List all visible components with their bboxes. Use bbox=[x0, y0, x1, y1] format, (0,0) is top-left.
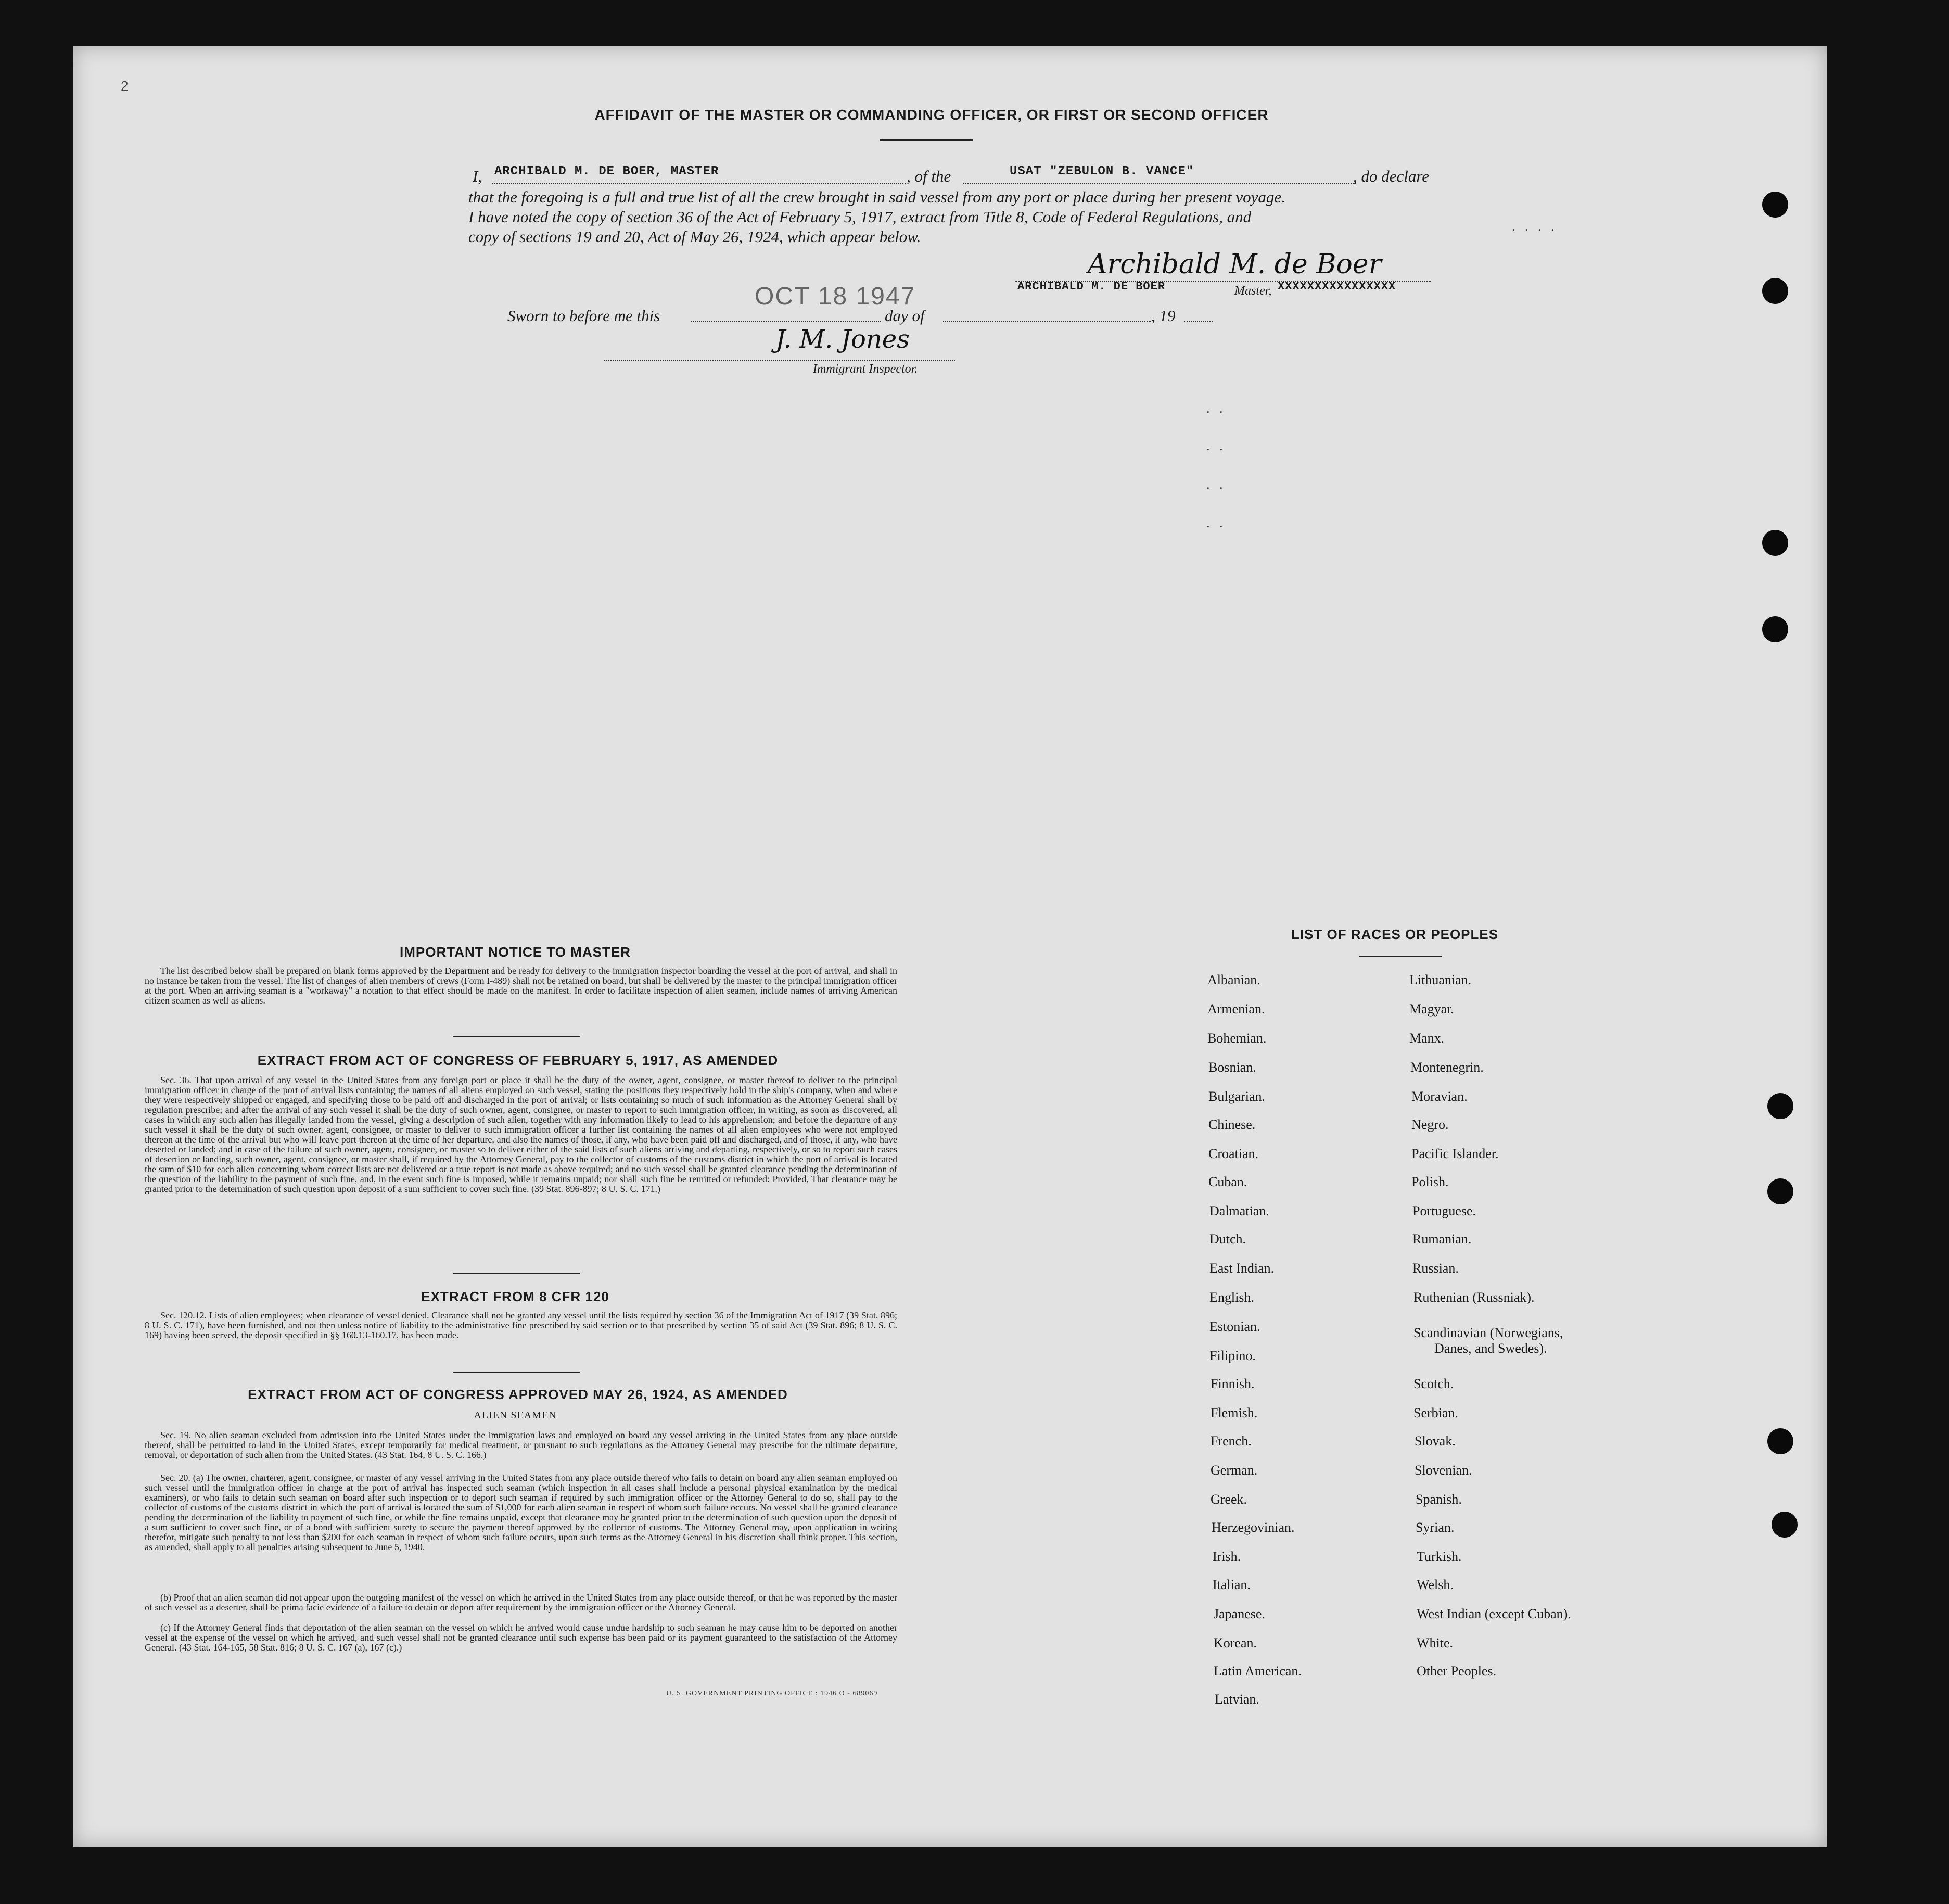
affidavit-title: AFFIDAVIT OF THE MASTER OR COMMANDING OFFICER, OR FIRST OR SECOND OFFICER bbox=[594, 107, 1269, 123]
race-item: Japanese. bbox=[1214, 1606, 1265, 1621]
race-item: Irish. bbox=[1213, 1549, 1241, 1564]
faint-dots: . . bbox=[1206, 515, 1226, 530]
race-item: Bohemian. bbox=[1207, 1031, 1267, 1046]
race-item: Montenegrin. bbox=[1410, 1060, 1484, 1075]
race-item: Estonian. bbox=[1209, 1319, 1260, 1334]
race-item: Cuban. bbox=[1208, 1174, 1247, 1189]
race-item: Chinese. bbox=[1208, 1117, 1256, 1132]
extract-1924-title: EXTRACT FROM ACT OF CONGRESS APPROVED MAY 26, 1924, AS AMENDED bbox=[248, 1387, 788, 1402]
binder-hole bbox=[1762, 278, 1788, 304]
day-of-label: day of bbox=[885, 307, 925, 325]
race-item: Ruthenian (Russniak). bbox=[1413, 1290, 1535, 1305]
race-item: West Indian (except Cuban). bbox=[1417, 1606, 1571, 1621]
declaration-line-2: I have noted the copy of section 36 of the Act of February 5, 1917, extract from Title 8, Code of Federal Regulations, and bbox=[468, 208, 1252, 226]
month-line bbox=[943, 302, 1151, 322]
inspector-line bbox=[604, 350, 955, 361]
race-item: Albanian. bbox=[1207, 972, 1260, 987]
races-title: LIST OF RACES OR PEOPLES bbox=[1291, 926, 1499, 942]
extract-1924-sec20a: Sec. 20. (a) The owner, charterer, agent, consignee, or master of any vessel arriving in the United States from any place outside thereof who fails to detain on board any alien seaman employed on such vessel until the immigration officer in charge at the port of arrival has inspected such seaman (which inspection in all cases shall include a personal physical examination by the medical examiners), or who fails to detain such seaman on board after such inspection or to deport such seaman if required by such immigration officer or the Attorney General to do so, shall pay to the collector of customs of the customs district in which the port of arrival is located the sum of $1,000 for each alien seaman in respect of whom such failure occurs. No vessel shall be granted clearance pending the determination of the liability to payment of such fine, or while the fine remains unpaid, except that clearance may be granted prior to the determination of such question upon the deposit of a sum sufficient to cover such fine, or of a bond with sufficient surety to secure the payment thereof approved by the collector of customs. The Attorney General may, upon application in writing therefor, mitigate such penalty to not less than $200 for each seaman in respect of whom such failure occurs, upon such terms as the Attorney General in his discretion shall think proper. This section, as amended, shall apply to all penalties arising subsequent to June 5, 1940. bbox=[145, 1473, 897, 1552]
race-item: Slovenian. bbox=[1415, 1463, 1472, 1478]
race-item: Russian. bbox=[1412, 1261, 1459, 1276]
extract-1924-sec20b: (b) Proof that an alien seaman did not appear upon the outgoing manifest of the vessel on which he arrived in the United States from any place outside thereof, or that he was reported by the master of such vessel as a deserter, shall be prima facie evidence of a failure to detain or deport after requirement by the immigration officer or the Attorney General. bbox=[145, 1592, 897, 1613]
vessel-name-typed: USAT "ZEBULON B. VANCE" bbox=[1010, 164, 1194, 179]
race-item: Latvian. bbox=[1215, 1692, 1259, 1707]
race-item: Dutch. bbox=[1209, 1232, 1246, 1247]
notice-title: IMPORTANT NOTICE TO MASTER bbox=[400, 944, 631, 960]
race-item: Lithuanian. bbox=[1409, 972, 1472, 987]
race-item: Serbian. bbox=[1413, 1405, 1458, 1420]
race-item: Bosnian. bbox=[1208, 1060, 1256, 1075]
signer-title-struck: XXXXXXXXXXXXXXXX bbox=[1278, 280, 1396, 293]
binder-hole bbox=[1762, 192, 1788, 218]
extract-1924-sec20c: (c) If the Attorney General finds that deportation of the alien seaman on the vessel on which he arrived would cause undue hardship to such seaman he may cause him to be deported on another vessel at the expense of the vessel on which he arrived, and such vessel shall not be granted clearance until such expense has been paid or its payment guaranteed to the satisfaction of the Attorney General. (43 Stat. 164-165, 58 Stat. 816; 8 U. S. C. 167 (a), 167 (c).) bbox=[145, 1622, 897, 1653]
binder-hole bbox=[1767, 1093, 1793, 1119]
race-item: Turkish. bbox=[1417, 1549, 1462, 1564]
extract-cfr-text: Sec. 120.12. Lists of alien employees; when clearance of vessel denied. Clearance shall not be granted any vessel until the lists required by section 36 of the Immigration Act of 1917 (39 Stat. 896; 8 U. S. C. 171), have been furnished, and not then unless notice of liability to the administrative fine prescribed by said section or to that prescribed by section 35 of said Act (39 Stat. 896; 8 U. S. C. 169) having been served, the deposit specified in §§ 160.13-160.17, has been made. bbox=[145, 1310, 897, 1340]
race-item: Dalmatian. bbox=[1209, 1203, 1269, 1218]
race-item: Italian. bbox=[1213, 1577, 1251, 1592]
race-item: Other Peoples. bbox=[1417, 1664, 1497, 1679]
extract-1917-title: EXTRACT FROM ACT OF CONGRESS OF FEBRUARY 5, 1917, AS AMENDED bbox=[257, 1052, 779, 1068]
race-item: Negro. bbox=[1411, 1117, 1449, 1132]
divider bbox=[453, 1372, 580, 1373]
title-rule bbox=[880, 139, 973, 141]
race-item: Manx. bbox=[1409, 1031, 1445, 1046]
i-label: I, bbox=[473, 167, 482, 185]
race-item: Flemish. bbox=[1211, 1405, 1258, 1420]
inspector-signature: J. M. Jones bbox=[775, 325, 910, 354]
race-item: White. bbox=[1417, 1635, 1454, 1651]
race-item: Latin American. bbox=[1214, 1664, 1302, 1679]
declaration-line-3: copy of sections 19 and 20, Act of May 26, 1924, which appear below. bbox=[468, 227, 921, 246]
binder-hole bbox=[1762, 530, 1788, 556]
race-item: French. bbox=[1211, 1433, 1252, 1449]
signer-name-typed: ARCHIBALD M. DE BOER bbox=[1017, 280, 1166, 293]
gpo-imprint: U. S. GOVERNMENT PRINTING OFFICE : 1946 O - 689069 bbox=[666, 1690, 878, 1697]
race-item: Filipino. bbox=[1209, 1348, 1256, 1363]
race-item: Herzegovinian. bbox=[1212, 1520, 1295, 1535]
of-the-label: , of the bbox=[907, 167, 951, 185]
races-rule bbox=[1359, 956, 1442, 957]
race-item: German. bbox=[1211, 1463, 1258, 1478]
extract-cfr-title: EXTRACT FROM 8 CFR 120 bbox=[421, 1289, 609, 1304]
faint-dots: . . bbox=[1206, 401, 1226, 416]
race-item: Syrian. bbox=[1416, 1520, 1455, 1535]
race-item: East Indian. bbox=[1209, 1261, 1275, 1276]
race-item: Greek. bbox=[1211, 1492, 1247, 1507]
sworn-label: Sworn to before me this bbox=[507, 307, 660, 325]
margin-dots: . . . . bbox=[1512, 219, 1558, 234]
binder-hole bbox=[1772, 1512, 1798, 1538]
extract-1924-subtitle: ALIEN SEAMEN bbox=[474, 1410, 557, 1421]
do-declare-label: , do declare bbox=[1353, 167, 1430, 185]
year-line bbox=[1184, 302, 1213, 322]
declaration-line-1: that the foregoing is a full and true list of all the crew brought in said vessel from any port or place during her present voyage. bbox=[468, 188, 1285, 206]
race-item: Magyar. bbox=[1409, 1001, 1454, 1017]
race-item: Moravian. bbox=[1411, 1089, 1468, 1104]
master-signature: Archibald M. de Boer bbox=[1088, 249, 1382, 280]
race-item: Danes, and Swedes). bbox=[1434, 1341, 1547, 1356]
inspector-label: Immigrant Inspector. bbox=[813, 362, 918, 376]
race-item: Korean. bbox=[1214, 1635, 1257, 1651]
race-item: Finnish. bbox=[1211, 1376, 1255, 1391]
divider bbox=[453, 1036, 580, 1037]
extract-1917-text: Sec. 36. That upon arrival of any vessel in the United States from any foreign port or place it shall be the duty of the owner, agent, consignee, or master thereof to deliver to the principal immigration officer in charge of the port of arrival lists containing the names of all aliens employed on such vessel, stating the positions they respectively hold in the ship's company, when and where they were respectively shipped or engaged, and specifying those to be paid off and discharged in the port of arrival; or lists containing so much of such information as the Attorney General shall by regulation prescribe; and after the arrival of any such vessel it shall be the duty of such owner, agent, consignee, or master to report to such immigration officer, in writing, as soon as discovered, all cases in which any such alien has illegally landed from the vessel, giving a description of such alien, together with any information likely to lead to his apprehension; and before the departure of any such vessel it shall be the duty of such owner, agent, consignee, or master to deliver to such immigration officer a further list containing the names of all alien employees who were not employed thereon at the time of the arrival but who will leave port thereon at the time of her departure, and also the names of those, if any, who have been paid off and discharged, and of those, if any, who have deserted or landed; and in case of the failure of such owner, agent, consignee, or master so to deliver either of the said lists of such aliens arriving and departing, respectively, or so to report such cases of desertion or landing, such owner, agent, consignee, or master shall, if required by the Attorney General, pay to the collector of customs of the customs district in which the port of arrival is located the sum of $10 for each alien concerning whom correct lists are not delivered or a true report is not made as above required; and no such vessel shall be granted clearance pending the determination of the question of the liability to the payment of such fine, and, in the event such fine is imposed, while it remains unpaid; nor shall such fine be remitted or refunded: Provided, That clearance may be granted prior to the determination of such question upon deposit of a sum sufficient to cover such fine. (39 Stat. 896-897; 8 U. S. C. 171.) bbox=[145, 1075, 897, 1194]
race-item: Polish. bbox=[1411, 1174, 1449, 1189]
extract-1924-sec19: Sec. 19. No alien seaman excluded from admission into the United States under the immigration laws and employed on board any vessel arriving in the United States from any place outside thereof, shall be permitted to land in the United States, except temporarily for medical treatment, or pursuant to such regulations as the Attorney General may prescribe for the ultimate departure, removal, or deportation of such alien from the United States. (43 Stat. 164, 8 U. S. C. 166.) bbox=[145, 1430, 897, 1460]
race-item: Welsh. bbox=[1417, 1577, 1454, 1592]
race-item: English. bbox=[1209, 1290, 1254, 1305]
race-item: Portuguese. bbox=[1412, 1203, 1476, 1218]
signer-title: Master, bbox=[1234, 284, 1272, 298]
notice-text: The list described below shall be prepared on blank forms approved by the Department and be ready for delivery to the immigration inspector boarding the vessel at the port of arrival, and shall in no instance be taken from the vessel. The list of changes of alien members of crews (Form I-489) shall not be retained on board, but shall be delivered by the master to the principal immigration officer at the port. When an arriving seaman is a "workaway" a notation to that effect should be made on the manifest. In order to facilitate inspection of alien seamen, include names of arriving American citizen seamen as well as aliens. bbox=[145, 966, 897, 1006]
master-name-typed: ARCHIBALD M. DE BOER, MASTER bbox=[494, 164, 719, 179]
divider bbox=[453, 1273, 580, 1274]
race-item: Pacific Islander. bbox=[1411, 1146, 1499, 1161]
binder-hole bbox=[1762, 616, 1788, 642]
race-item: Spanish. bbox=[1416, 1492, 1462, 1507]
race-item: Croatian. bbox=[1208, 1146, 1259, 1161]
date-stamp: OCT 18 1947 bbox=[755, 283, 916, 310]
race-item: Scandinavian (Norwegians, bbox=[1413, 1325, 1563, 1340]
year-label: , 19 bbox=[1151, 307, 1176, 325]
binder-hole bbox=[1767, 1428, 1793, 1454]
faint-dots: . . bbox=[1206, 438, 1226, 453]
race-item: Scotch. bbox=[1413, 1376, 1454, 1391]
faint-dots: . . bbox=[1206, 477, 1226, 492]
page-number: 2 bbox=[121, 78, 129, 94]
race-item: Armenian. bbox=[1207, 1001, 1265, 1017]
binder-hole bbox=[1767, 1178, 1793, 1204]
race-item: Rumanian. bbox=[1412, 1232, 1472, 1247]
race-item: Slovak. bbox=[1415, 1433, 1456, 1449]
race-item: Bulgarian. bbox=[1208, 1089, 1266, 1104]
